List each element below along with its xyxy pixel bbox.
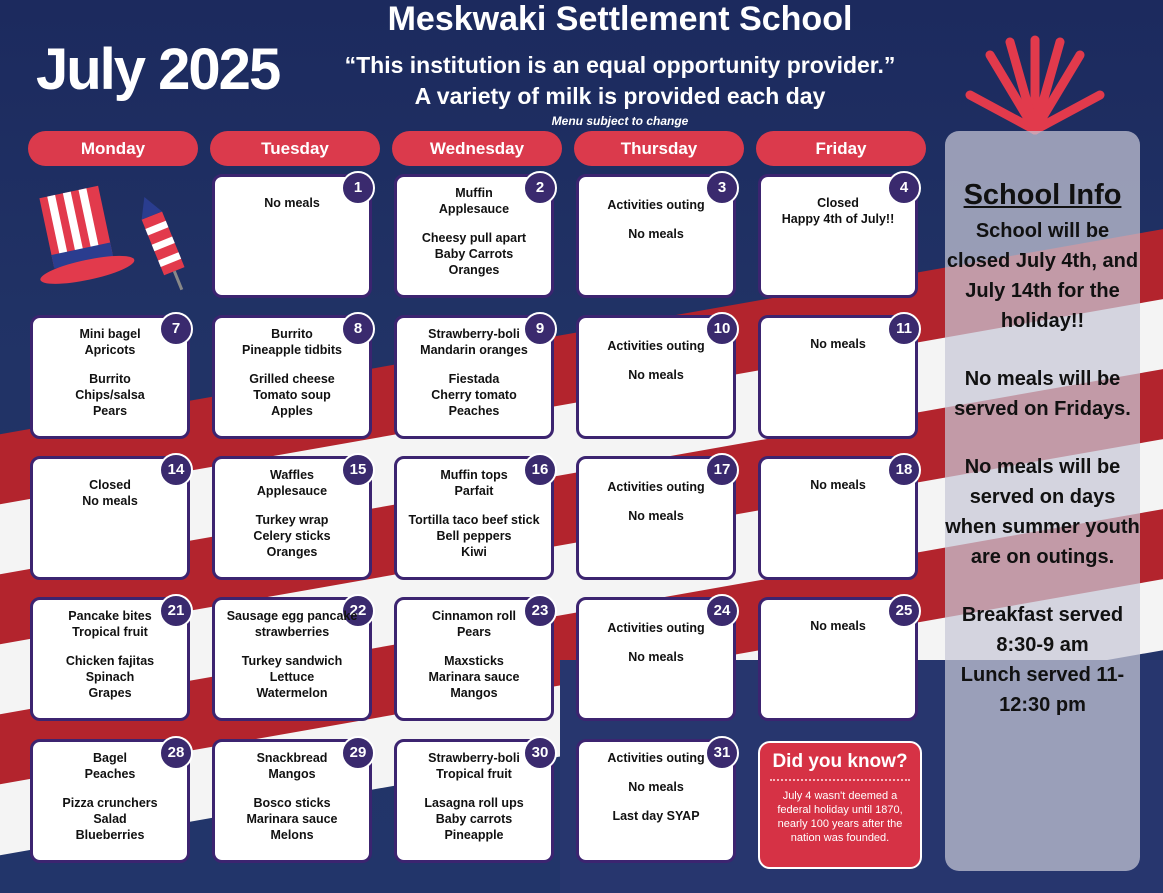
menu-item: Peaches [448, 404, 500, 418]
menu-list [579, 479, 733, 524]
did-you-know-title: Did you know? [772, 751, 908, 772]
menu-list [397, 750, 551, 843]
menu-item: No meals [810, 337, 866, 351]
day-number-badge: 9 [523, 312, 557, 346]
day-cell [212, 174, 372, 298]
menu-item: No meals [82, 494, 138, 508]
menu-item: Salad [93, 812, 127, 826]
day-number-badge: 1 [341, 171, 375, 205]
menu-item: Apples [271, 404, 313, 418]
menu-item: No meals [628, 227, 684, 241]
uncle-sam-hat-icon [28, 180, 138, 290]
did-you-know-box [758, 741, 922, 869]
day-cell [758, 174, 918, 298]
menu-item: Oranges [448, 263, 500, 277]
day-number-badge: 22 [341, 594, 375, 628]
menu-list [397, 608, 551, 701]
menu-item: Pineapple [444, 828, 504, 842]
day-number-badge: 23 [523, 594, 557, 628]
menu-item: Turkey wrap [255, 513, 329, 527]
lunch-time: Lunch served 11-12:30 pm [960, 664, 1125, 716]
day-header-thursday: Thursday [574, 131, 744, 166]
menu-item: Turkey sandwich [241, 654, 343, 668]
menu-list [579, 620, 733, 665]
menu-list [397, 467, 551, 560]
menu-item: strawberries [254, 625, 330, 639]
day-number-badge: 4 [887, 171, 921, 205]
menu-item: Bagel [92, 751, 128, 765]
menu-item: Activities outing [607, 198, 705, 212]
school-info-panel [945, 131, 1140, 871]
menu-item: Burrito [271, 327, 313, 341]
school-name: Meskwaki Settlement School [387, 0, 853, 38]
menu-list [215, 326, 369, 419]
day-number-badge: 15 [341, 453, 375, 487]
did-you-know-text: July 4 wasn't deemed a federal holiday until 1870, nearly 100 years after the nation was founded. [777, 790, 903, 844]
day-cell [576, 315, 736, 439]
menu-item: Baby carrots [435, 812, 513, 826]
menu-item: Lasagna roll ups [424, 796, 524, 810]
menu-item: Burrito [89, 372, 131, 386]
menu-item: Mini bagel [79, 327, 141, 341]
menu-item: Grilled cheese [249, 372, 335, 386]
day-number-badge: 18 [887, 453, 921, 487]
outing-notice: No meals will be served on days when summer youth are on outings. [945, 456, 1140, 568]
menu-item: Apricots [84, 343, 136, 357]
menu-item: Blueberries [75, 828, 145, 842]
day-cell [576, 174, 736, 298]
menu-item: Spinach [85, 670, 135, 684]
menu-item: Closed [817, 196, 859, 210]
month-title: July 2025 [36, 37, 280, 102]
day-cell [576, 456, 736, 580]
menu-item: Oranges [266, 545, 318, 559]
menu-item: Tomato soup [253, 388, 331, 402]
menu-item: Mandarin oranges [420, 343, 528, 357]
day-number-badge: 7 [159, 312, 193, 346]
menu-item: Muffin tops [440, 468, 508, 482]
menu-item: Applesauce [438, 202, 510, 216]
day-cell [576, 597, 736, 721]
day-cell [30, 597, 190, 721]
day-cell [394, 456, 554, 580]
day-cell [394, 597, 554, 721]
menu-item: Activities outing [607, 751, 705, 765]
closure-notice: School will be closed July 4th, and July 14th for the holiday!! [946, 220, 1139, 332]
menu-item: Bosco sticks [253, 796, 331, 810]
menu-item: Snackbread [256, 751, 328, 765]
day-number-badge: 29 [341, 736, 375, 770]
menu-item: Lettuce [269, 670, 315, 684]
day-cell [212, 597, 372, 721]
menu-item: Last day SYAP [612, 809, 700, 823]
menu-item: Strawberry-boli [428, 327, 520, 341]
day-cell [758, 315, 918, 439]
menu-item: Cheesy pull apart [421, 231, 527, 245]
day-number-badge: 14 [159, 453, 193, 487]
menu-item: Maxsticks [444, 654, 504, 668]
menu-list [397, 185, 551, 278]
day-number-badge: 8 [341, 312, 375, 346]
day-number-badge: 11 [887, 312, 921, 346]
menu-list [215, 750, 369, 843]
menu-list [579, 197, 733, 242]
menu-item: Peaches [84, 767, 136, 781]
school-info-title: School Info [963, 179, 1122, 211]
rocket-icon [132, 188, 197, 298]
menu-item: Fiestada [448, 372, 500, 386]
menu-item: Pizza crunchers [62, 796, 158, 810]
menu-item: Closed [89, 478, 131, 492]
menu-list [215, 467, 369, 560]
menu-item: Pancake bites [68, 609, 152, 623]
menu-list [761, 336, 915, 352]
menu-item: Grapes [88, 686, 132, 700]
friday-notice: No meals will be served on Fridays. [954, 368, 1131, 420]
day-cell [212, 315, 372, 439]
menu-item: No meals [628, 780, 684, 794]
menu-item: Marinara sauce [428, 670, 520, 684]
day-header-monday: Monday [28, 131, 198, 166]
menu-item: Parfait [454, 484, 494, 498]
day-number-badge: 3 [705, 171, 739, 205]
day-cell [30, 739, 190, 863]
menu-list [33, 477, 187, 509]
day-cell [212, 739, 372, 863]
day-number-badge: 31 [705, 736, 739, 770]
day-cell [394, 174, 554, 298]
day-cell [30, 456, 190, 580]
menu-item: Pears [92, 404, 128, 418]
menu-item: No meals [810, 619, 866, 633]
menu-item: Baby Carrots [434, 247, 514, 261]
menu-list [33, 326, 187, 419]
menu-item: Tortilla taco beef stick [408, 513, 540, 527]
menu-item: No meals [810, 478, 866, 492]
day-header-wednesday: Wednesday [392, 131, 562, 166]
menu-list [215, 608, 369, 701]
menu-list [33, 750, 187, 843]
menu-item: Cinnamon roll [431, 609, 517, 623]
menu-item: Activities outing [607, 339, 705, 353]
menu-item: Pineapple tidbits [241, 343, 342, 357]
menu-item: Strawberry-boli [428, 751, 520, 765]
menu-item: Chicken fajitas [65, 654, 155, 668]
day-header-tuesday: Tuesday [210, 131, 380, 166]
menu-item: Activities outing [607, 480, 705, 494]
day-cell [758, 456, 918, 580]
day-number-badge: 21 [159, 594, 193, 628]
day-number-badge: 2 [523, 171, 557, 205]
day-number-badge: 24 [705, 594, 739, 628]
menu-item: Mangos [450, 686, 498, 700]
menu-list [579, 338, 733, 383]
menu-item: Applesauce [256, 484, 328, 498]
menu-list [761, 477, 915, 493]
menu-item: Marinara sauce [246, 812, 338, 826]
menu-item: Muffin [455, 186, 493, 200]
day-number-badge: 17 [705, 453, 739, 487]
equal-opportunity-statement: “This institution is an equal opportunity provider.” [344, 52, 896, 78]
day-cell [394, 739, 554, 863]
menu-list [215, 195, 369, 211]
day-number-badge: 25 [887, 594, 921, 628]
day-number-badge: 16 [523, 453, 557, 487]
menu-list [33, 608, 187, 701]
menu-item: Tropical fruit [436, 767, 512, 781]
menu-item: Happy 4th of July!! [781, 212, 895, 226]
menu-item: No meals [628, 509, 684, 523]
menu-item: Pears [456, 625, 492, 639]
menu-list [397, 326, 551, 419]
menu-item: No meals [628, 368, 684, 382]
menu-item: Kiwi [461, 545, 487, 559]
menu-item: Sausage egg pancake [226, 609, 358, 623]
breakfast-time: Breakfast served 8:30-9 am [961, 604, 1124, 656]
day-number-badge: 28 [159, 736, 193, 770]
menu-item: Mangos [268, 767, 316, 781]
milk-notice: A variety of milk is provided each day [414, 83, 826, 109]
menu-list [579, 750, 733, 824]
menu-item: No meals [628, 650, 684, 664]
day-cell [30, 315, 190, 439]
day-cell [758, 597, 918, 721]
menu-item: Celery sticks [253, 529, 331, 543]
day-number-badge: 10 [705, 312, 739, 346]
menu-item: Cherry tomato [431, 388, 517, 402]
menu-item: No meals [264, 196, 320, 210]
menu-item: Bell peppers [436, 529, 512, 543]
menu-item: Tropical fruit [72, 625, 148, 639]
menu-item: Melons [270, 828, 314, 842]
day-number-badge: 30 [523, 736, 557, 770]
day-cell [394, 315, 554, 439]
menu-list [761, 618, 915, 634]
menu-list [761, 195, 915, 227]
menu-item: Activities outing [607, 621, 705, 635]
menu-item: Chips/salsa [75, 388, 145, 402]
day-header-friday: Friday [756, 131, 926, 166]
menu-item: Watermelon [256, 686, 328, 700]
day-cell [212, 456, 372, 580]
day-cell [576, 739, 736, 863]
menu-disclaimer: Menu subject to change [551, 114, 689, 128]
menu-item: Waffles [270, 468, 314, 482]
